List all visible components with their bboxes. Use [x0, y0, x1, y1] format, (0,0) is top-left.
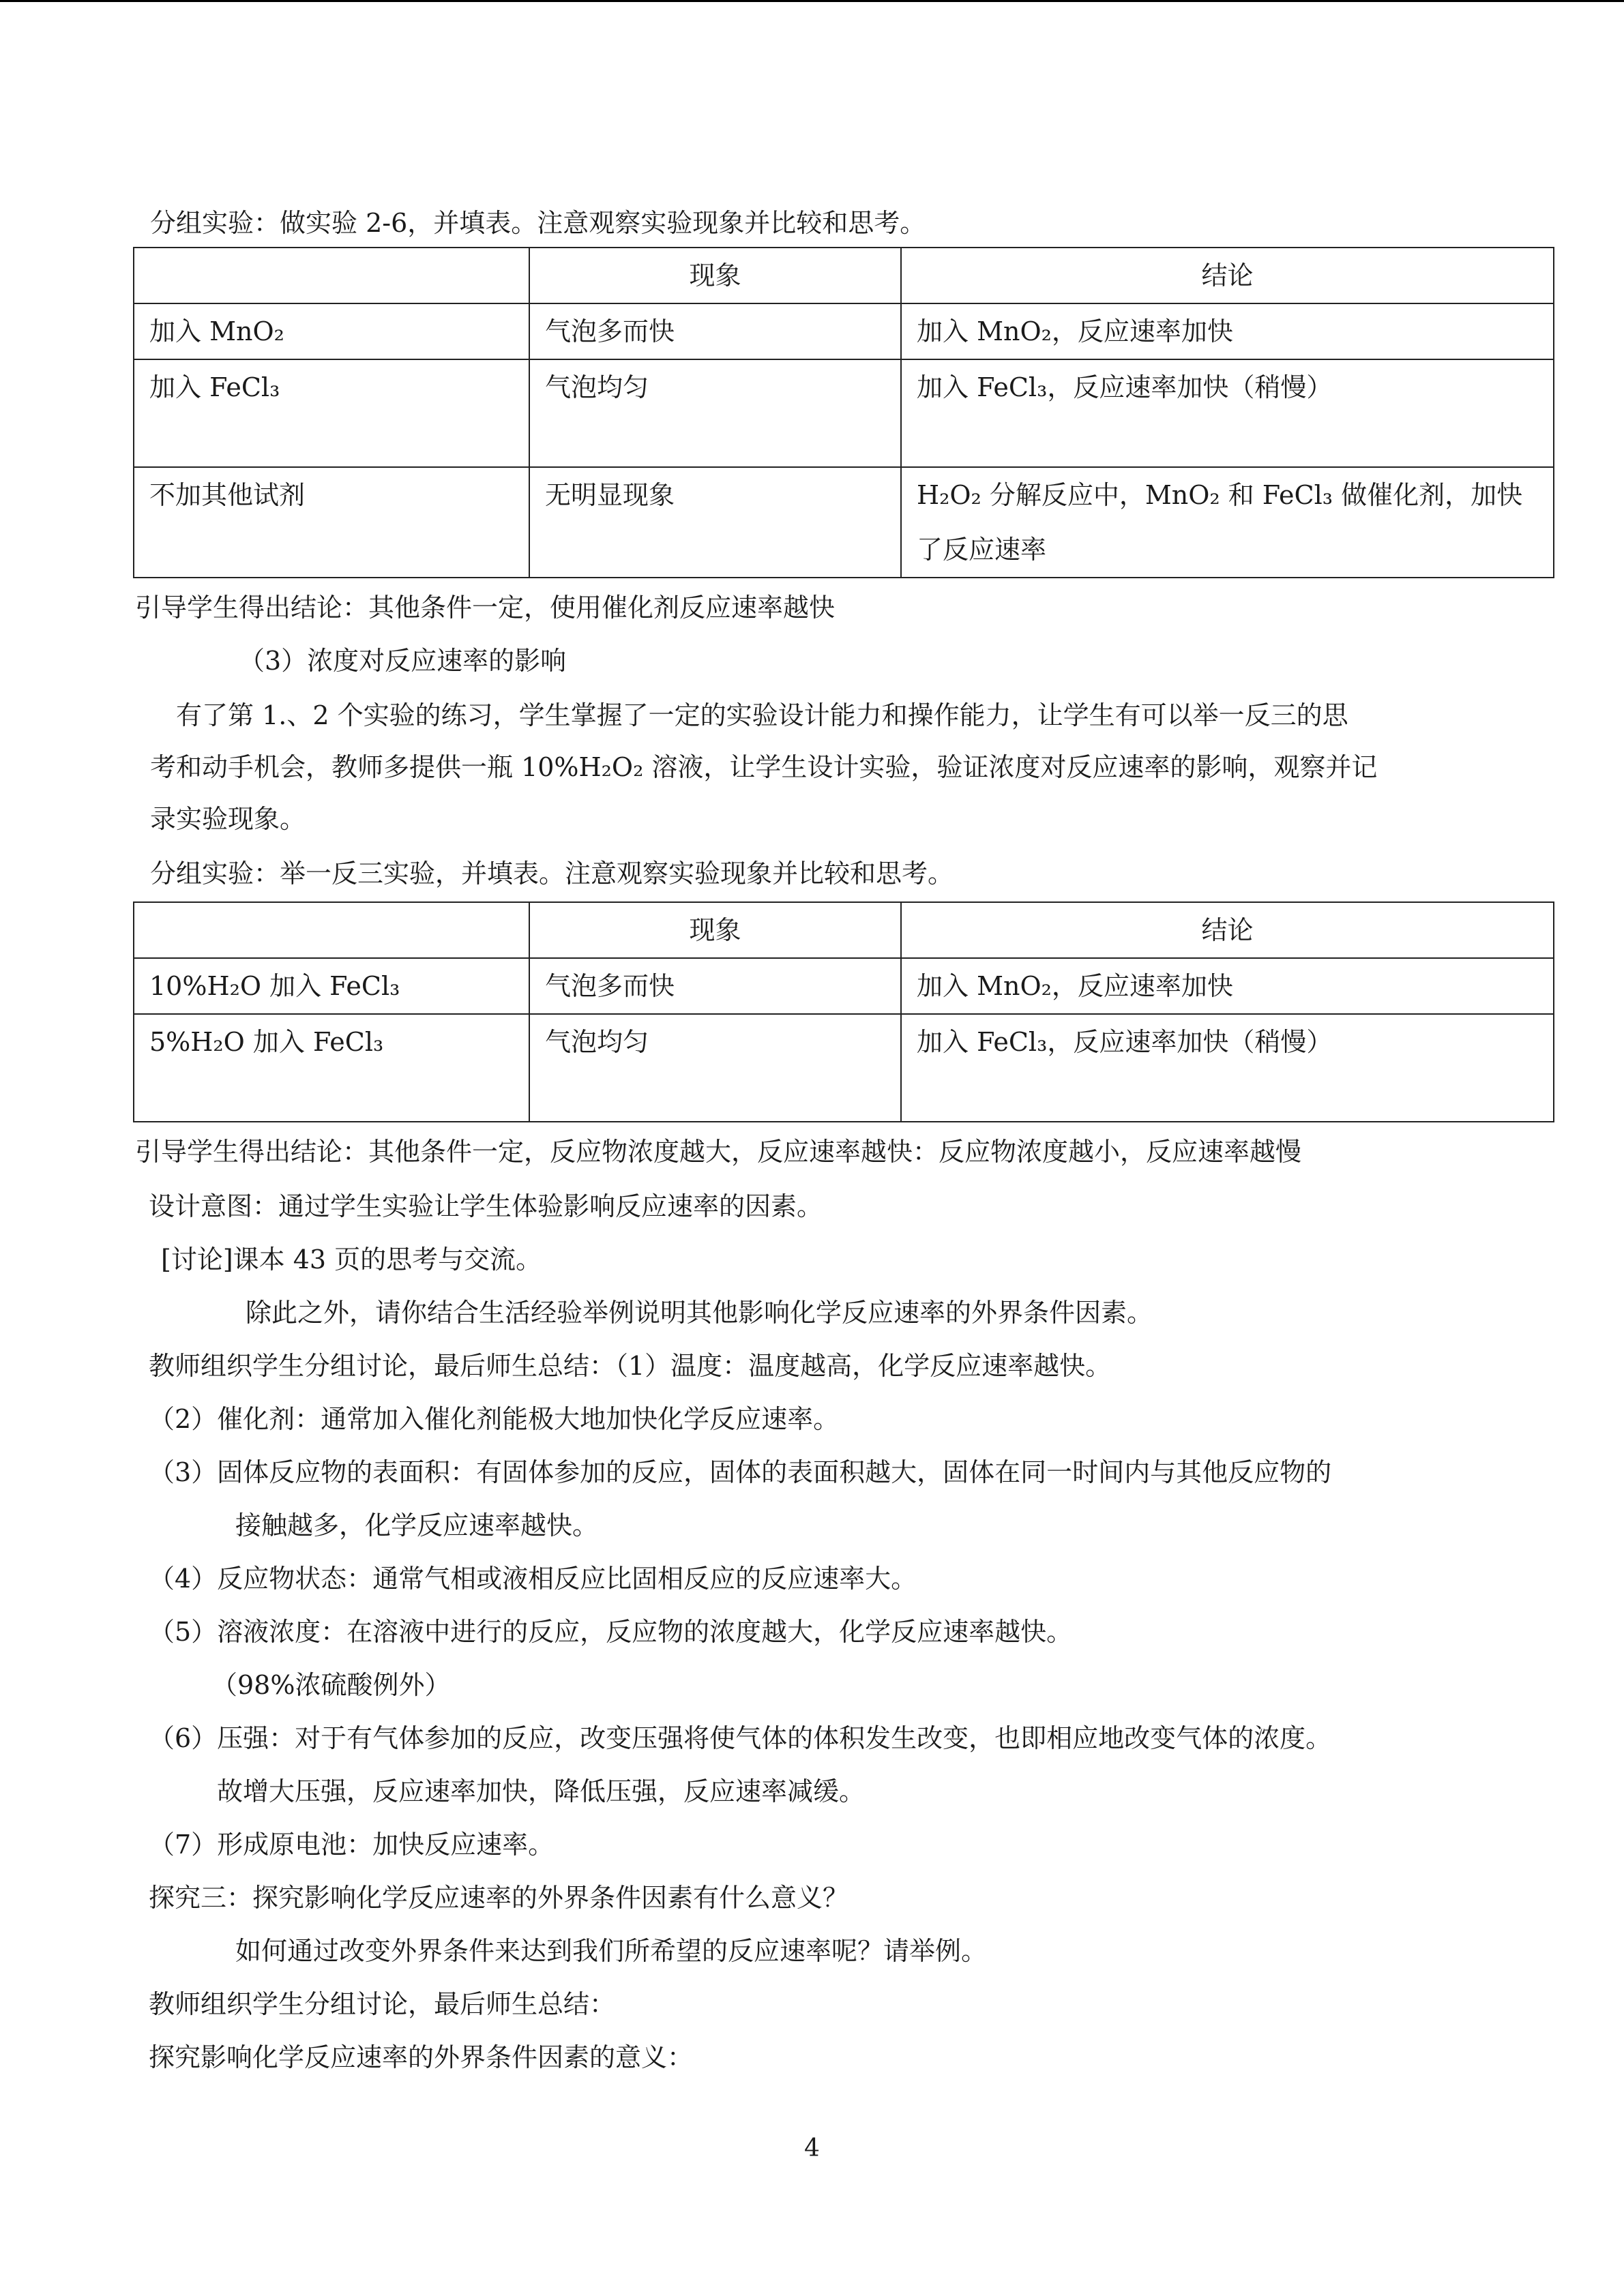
significance: 探究影响化学反应速率的外界条件因素的意义：: [149, 2042, 694, 2072]
list-item-continuation: 接触越多，化学反应速率越快。: [235, 1510, 599, 1540]
intro-experiment-1: 分组实验：做实验 2-6，并填表。注意观察实验现象并比较和思考。: [150, 208, 926, 238]
table-row: [134, 958, 1554, 1014]
list-item: （4）反应物状态：通常气相或液相反应比固相反应的反应速率大。: [149, 1564, 917, 1594]
table-header-row: [134, 902, 1554, 958]
table-row: [134, 359, 1554, 467]
list-item-continuation: 故增大压强，反应速率加快，降低压强，反应速率减缓。: [217, 1776, 866, 1806]
table-cell: 加入 MnO₂: [134, 303, 529, 359]
table-cell: 气泡多而快: [529, 958, 901, 1014]
table-cell: 气泡均匀: [529, 359, 901, 467]
table-row: [134, 467, 1554, 578]
table-cell-line: 了反应速率: [917, 535, 1047, 565]
table-cell: 气泡多而快: [529, 303, 901, 359]
table-header-cell: 现象: [529, 902, 901, 958]
table-cell: 不加其他试剂: [134, 467, 529, 578]
list-item-continuation: （98%浓硫酸例外）: [211, 1670, 451, 1700]
conclusion-2: 引导学生得出结论：其他条件一定，反应物浓度越大，反应速率越快：反应物浓度越小，反应速率越慢: [135, 1137, 1302, 1167]
summary-2: 教师组织学生分组讨论，最后师生总结：: [149, 1989, 616, 2019]
table-header-row: [134, 248, 1554, 303]
table-cell: 加入 MnO₂，反应速率加快: [901, 303, 1554, 359]
table-header-cell: 结论: [901, 902, 1554, 958]
table-cell: 加入 FeCl₃，反应速率加快（稍慢）: [901, 1014, 1554, 1122]
table-cell: 气泡均匀: [529, 1014, 901, 1122]
list-item: （3）固体反应物的表面积：有固体参加的反应，固体的表面积越大，固体在同一时间内与其他反应物的: [149, 1457, 1332, 1487]
page-number: 4: [804, 2134, 820, 2162]
results-table-2: [133, 901, 1554, 1122]
table-cell: 10%H₂O 加入 FeCl₃: [134, 958, 529, 1014]
table-row: [134, 1014, 1554, 1122]
table-cell: 无明显现象: [529, 467, 901, 578]
list-item: （2）催化剂：通常加入催化剂能极大地加快化学反应速率。: [149, 1404, 840, 1434]
list-item: （7）形成原电池：加快反应速率。: [149, 1830, 555, 1860]
table-cell: 加入 FeCl₃: [134, 359, 529, 467]
paragraph-line: 有了第 1.、2 个实验的练习，学生掌握了一定的实验设计能力和操作能力，让学生有可以举一反三的思: [176, 700, 1348, 730]
table-header-cell: 结论: [901, 248, 1554, 303]
page-top-border: [0, 0, 1624, 2]
conclusion-1: 引导学生得出结论：其他条件一定，使用催化剂反应速率越快: [135, 593, 836, 623]
table-cell: 加入 MnO₂，反应速率加快: [901, 958, 1554, 1014]
table-cell: [901, 467, 1554, 578]
discussion: [讨论]课本 43 页的思考与交流。: [161, 1244, 542, 1274]
design-intent: 设计意图：通过学生实验让学生体验影响反应速率的因素。: [149, 1191, 823, 1221]
list-item: （6）压强：对于有气体参加的反应，改变压强将使气体的体积发生改变，也即相应地改变气体的浓度。: [149, 1723, 1332, 1753]
discussion-prompt: 除此之外，请你结合生活经验举例说明其他影响化学反应速率的外界条件因素。: [246, 1298, 1153, 1328]
paragraph-line: 考和动手机会，教师多提供一瓶 10%H₂O₂ 溶液，让学生设计实验，验证浓度对反应速率的影响，观察并记: [150, 752, 1378, 782]
table-row: [134, 303, 1554, 359]
table-header-cell: [134, 248, 529, 303]
paragraph-line: 录实验现象。: [150, 804, 306, 834]
list-item: （5）溶液浓度：在溶液中进行的反应，反应物的浓度越大，化学反应速率越快。: [149, 1617, 1073, 1647]
table-cell-line: H₂O₂ 分解反应中，MnO₂ 和 FeCl₃ 做催化剂，加快: [917, 480, 1523, 510]
summary-intro: 教师组织学生分组讨论，最后师生总结：（1）温度：温度越高，化学反应速率越快。: [149, 1351, 1112, 1381]
section-heading-3: （3）浓度对反应速率的影响: [239, 646, 567, 676]
intro-experiment-2: 分组实验：举一反三实验，并填表。注意观察实验现象并比较和思考。: [150, 859, 954, 889]
explore-three: 探究三：探究影响化学反应速率的外界条件因素有什么意义？: [149, 1883, 849, 1913]
table-header-cell: 现象: [529, 248, 901, 303]
results-table-1: [133, 247, 1554, 578]
table-header-cell: [134, 902, 529, 958]
explore-three-question: 如何通过改变外界条件来达到我们所希望的反应速率呢？请举例。: [235, 1936, 988, 1966]
table-cell: 加入 FeCl₃，反应速率加快（稍慢）: [901, 359, 1554, 467]
table-cell: 5%H₂O 加入 FeCl₃: [134, 1014, 529, 1122]
